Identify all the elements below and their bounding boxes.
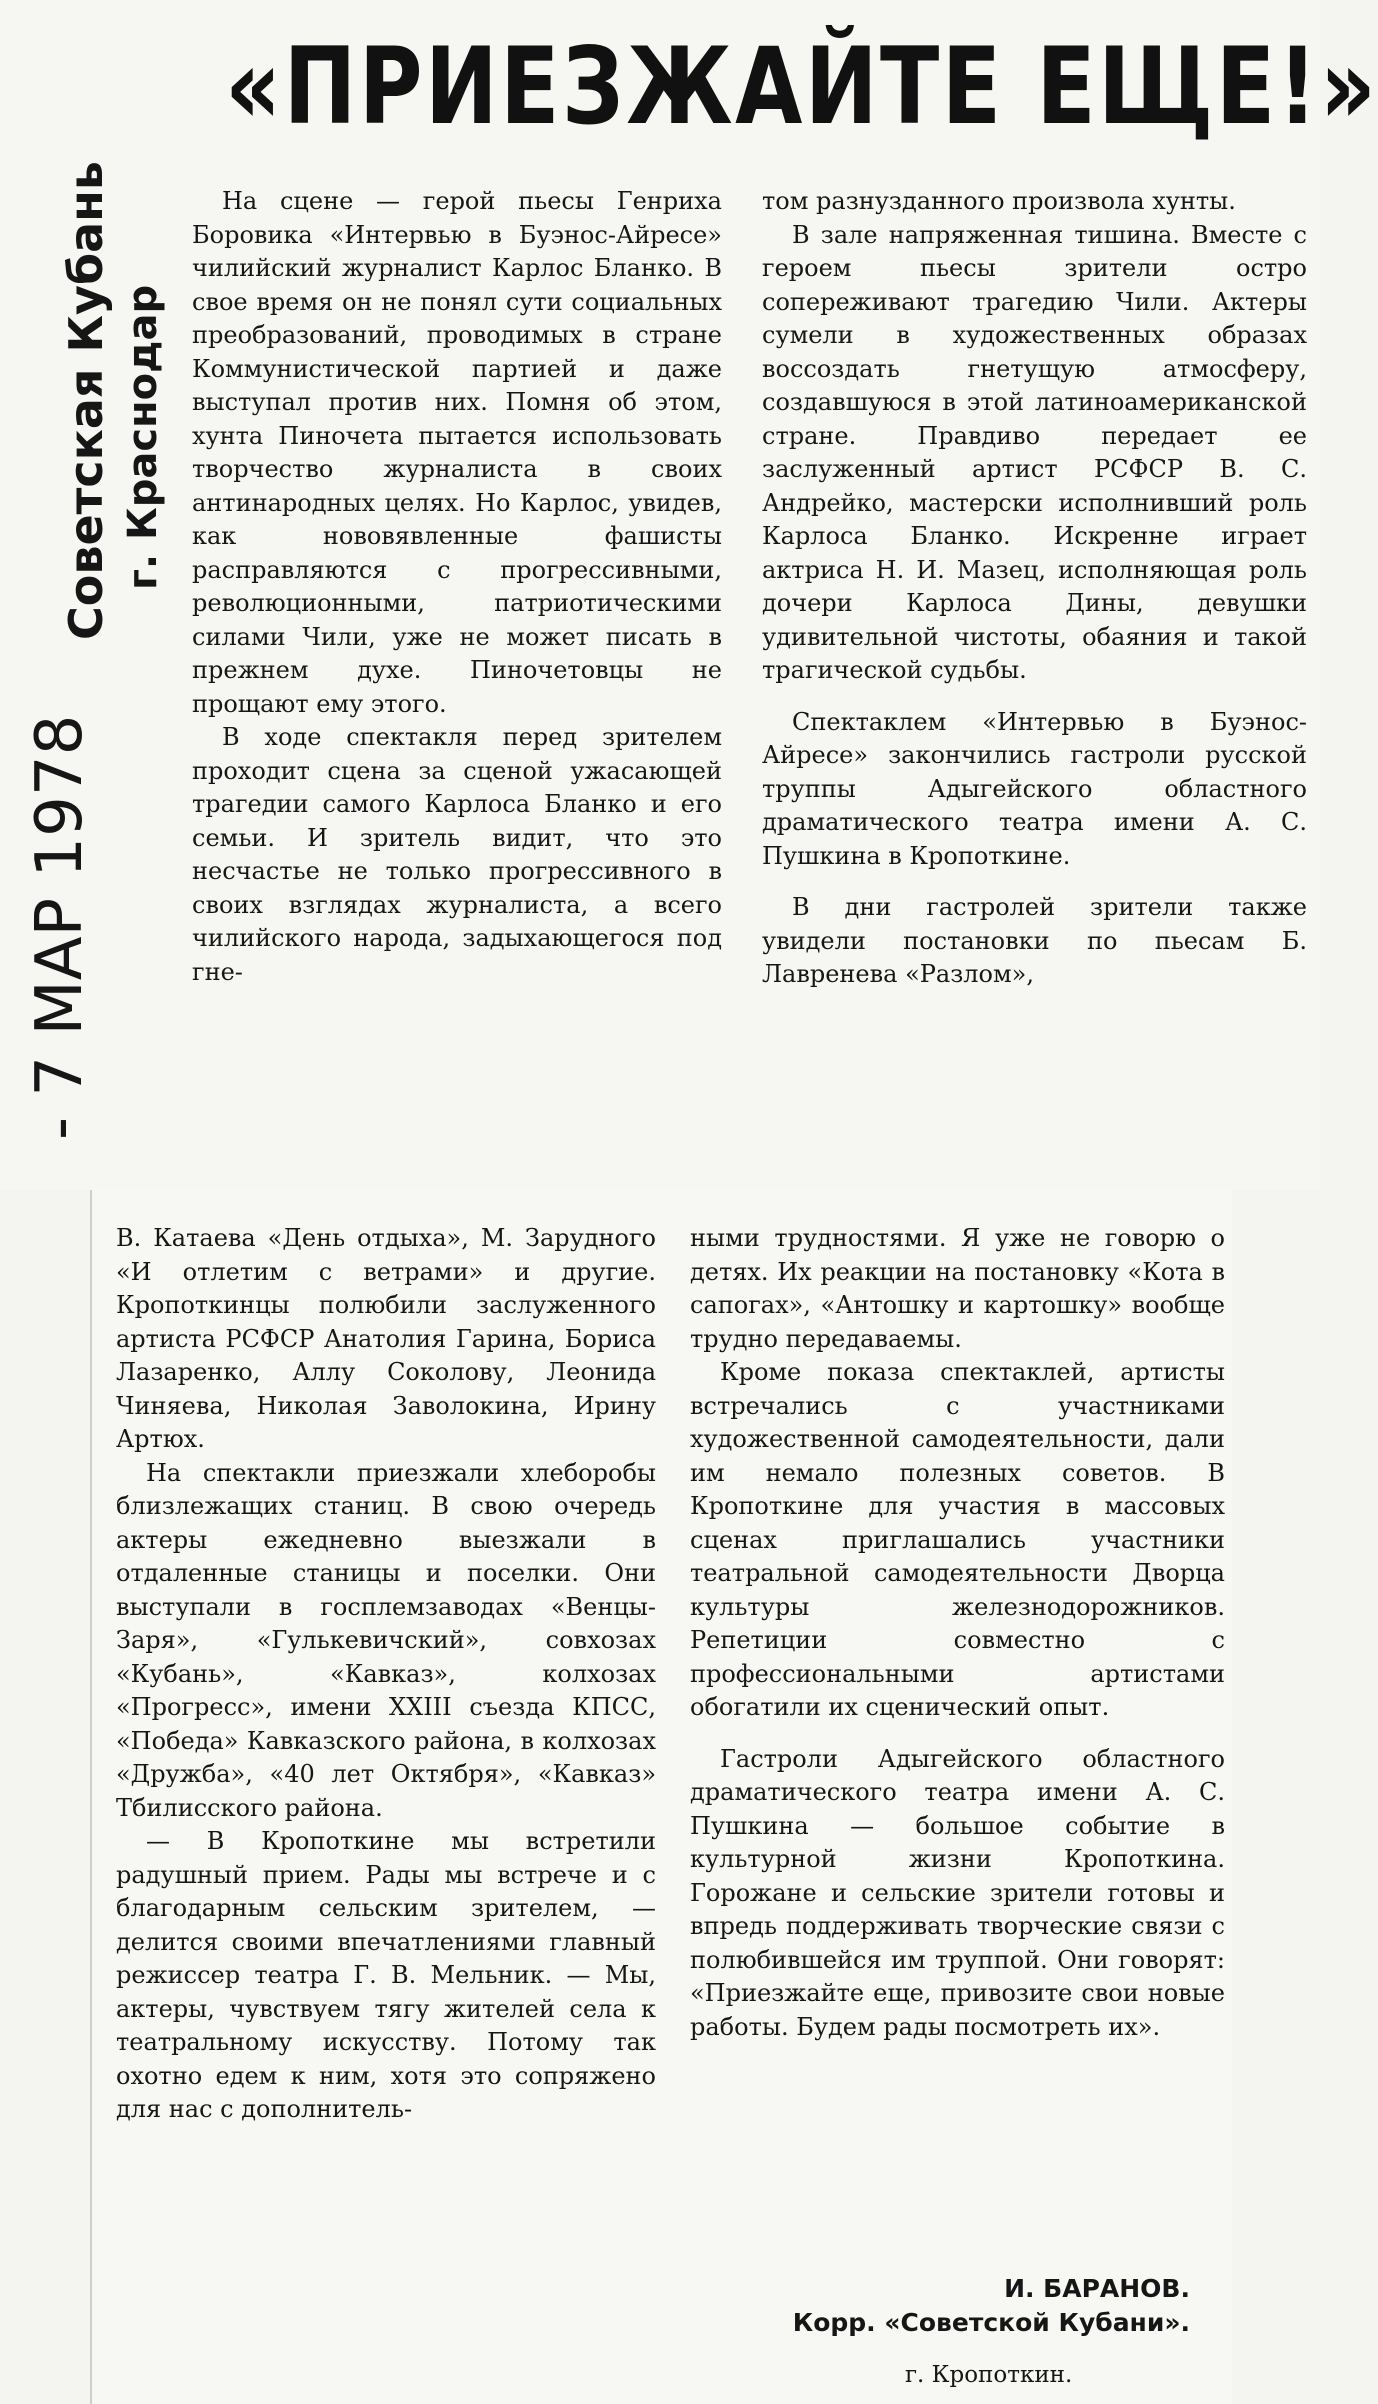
paragraph: На спектакли приезжали хлеборобы близлежащих станиц. В свою очередь актеры ежедневно выезжали в отдаленные станицы и поселки. Они выступали в госплемзаводах «Венцы-Заря», «Гулькевичский», совхозах «Кубань», «Кавказ», колхозах «Прогресс», имени XXIII съезда КПСС, «Победа» Кавказского района, в колхозах «Дружба», «40 лет Октября», «Кавказ» Тбилисского района.: [116, 1458, 656, 1822]
paragraph: Спектаклем «Интервью в Буэнос-Айресе» закончились гастроли русской труппы Адыгейского областного драматического театра имени А. С. Пушкина в Кропоткине.: [762, 707, 1307, 870]
paragraph: Гастроли Адыгейского областного драматического театра имени А. С. Пушкина — большое событие в культурной жизни Кропоткина. Горожане и сельские зрители готовы и впредь поддерживать творческие связи с полюбившейся им труппой. Они говорят: «Приезжайте еще, привозите свои новые работы. Будем рады посмотреть их».: [690, 1744, 1225, 2041]
paragraph-continuation: том разнузданного произвола хунты.: [762, 187, 1236, 215]
paragraph: — В Кропоткине мы встретили радушный прием. Рады мы встрече и с благодарным сельским зрителем, — делится своими впечатлениями главный режиссер театра Г. В. Мельник. — Мы, актеры, чувствуем тягу жителей села к театральному искусству. Потому так охотно едем к ним, хотя это сопряжено для нас с дополнитель-: [116, 1827, 656, 2123]
article-headline: «ПРИЕЗЖАЙТЕ ЕЩЕ!»: [225, 25, 1378, 148]
paragraph: В зале напряженная тишина. Вместе с героем пьесы зрители остро сопереживают трагедию Чили. Актеры сумели в художественных образах воссоздать гнетущую атмосферу, создавшуюся в этой латиноамериканской стране. Правдиво передает ее заслуженный артист РСФСР В. С. Андрейко, мастерски исполнивший роль Карлоса Бланко. Искренне играет актриса Н. И. Мазец, исполняющая роль дочери Карлоса Дины, девушки удивительной чистоты, обаяния и такой трагической судьбы.: [762, 220, 1307, 684]
newspaper-city-stamp: г. Краснодар: [120, 284, 166, 590]
author-role: Корр. «Советской Кубани».: [792, 2308, 1190, 2337]
article-column-3: [116, 1222, 656, 2127]
paragraph-continuation: ными трудностями. Я уже не говорю о детях. Их реакции на постановку «Кота в сапогах», «Антошку и картошку» вообще трудно передаваемы.: [690, 1224, 1225, 1353]
paragraph: В ходе спектакля перед зрителем проходит сцена за сценой ужасающей трагедии самого Карлоса Бланко и его семьи. И зритель видит, что это несчастье не только прогрессивного в своих взглядах журналиста, а всего чилийского народа, задыхающегося под гне-: [192, 723, 722, 986]
date-stamp: - 7 МАР 1978: [23, 714, 97, 1140]
dateline-city: г. Кропоткин.: [905, 2362, 1073, 2388]
paragraph-continuation: В. Катаева «День отдыха», М. Зарудного «И отлетим с ветрами» и другие. Кропоткинцы полюбили заслуженного артиста РСФСР Анатолия Гарина, Бориса Лазаренко, Аллу Соколову, Леонида Чиняева, Николая Заволокина, Ирину Артюх.: [116, 1224, 656, 1453]
paragraph: Кроме показа спектаклей, артисты встречались с участниками художественной самодеятельности, дали им немало полезных советов. В Кропоткине для участия в массовых сценах приглашались участники театральной самодеятельности Дворца культуры железнодорожников. Репетиции совместно с профессиональными артистами обогатили их сценический опыт.: [690, 1358, 1225, 1721]
article-column-2: [762, 185, 1307, 992]
paragraph: В дни гастролей зрители также увидели постановки по пьесам Б. Лавренева «Разлом»,: [762, 893, 1307, 988]
author-name: И. БАРАНОВ.: [1004, 2274, 1190, 2303]
newspaper-stamp: Советская Кубань: [59, 160, 113, 640]
article-column-4: [690, 1222, 1225, 2044]
paragraph: На сцене — герой пьесы Генриха Боровика «Интервью в Буэнос-Айресе» чилийский журналист Карлос Бланко. В свое время он не понял сути социальных преобразований, проводимых в стране Коммунистической партией и даже выступал против них. Помня об этом, хунта Пиночета пытается использовать творчество журналиста в своих антинародных целях. Но Карлос, увидев, как нововявленные фашисты расправляются с прогрессивными, революционными, патриотическими силами Чили, уже не может писать в прежнем духе. Пиночетовцы не прощают ему этого.: [192, 187, 722, 718]
article-signature: [700, 2272, 1190, 2340]
article-column-1: [192, 185, 722, 989]
